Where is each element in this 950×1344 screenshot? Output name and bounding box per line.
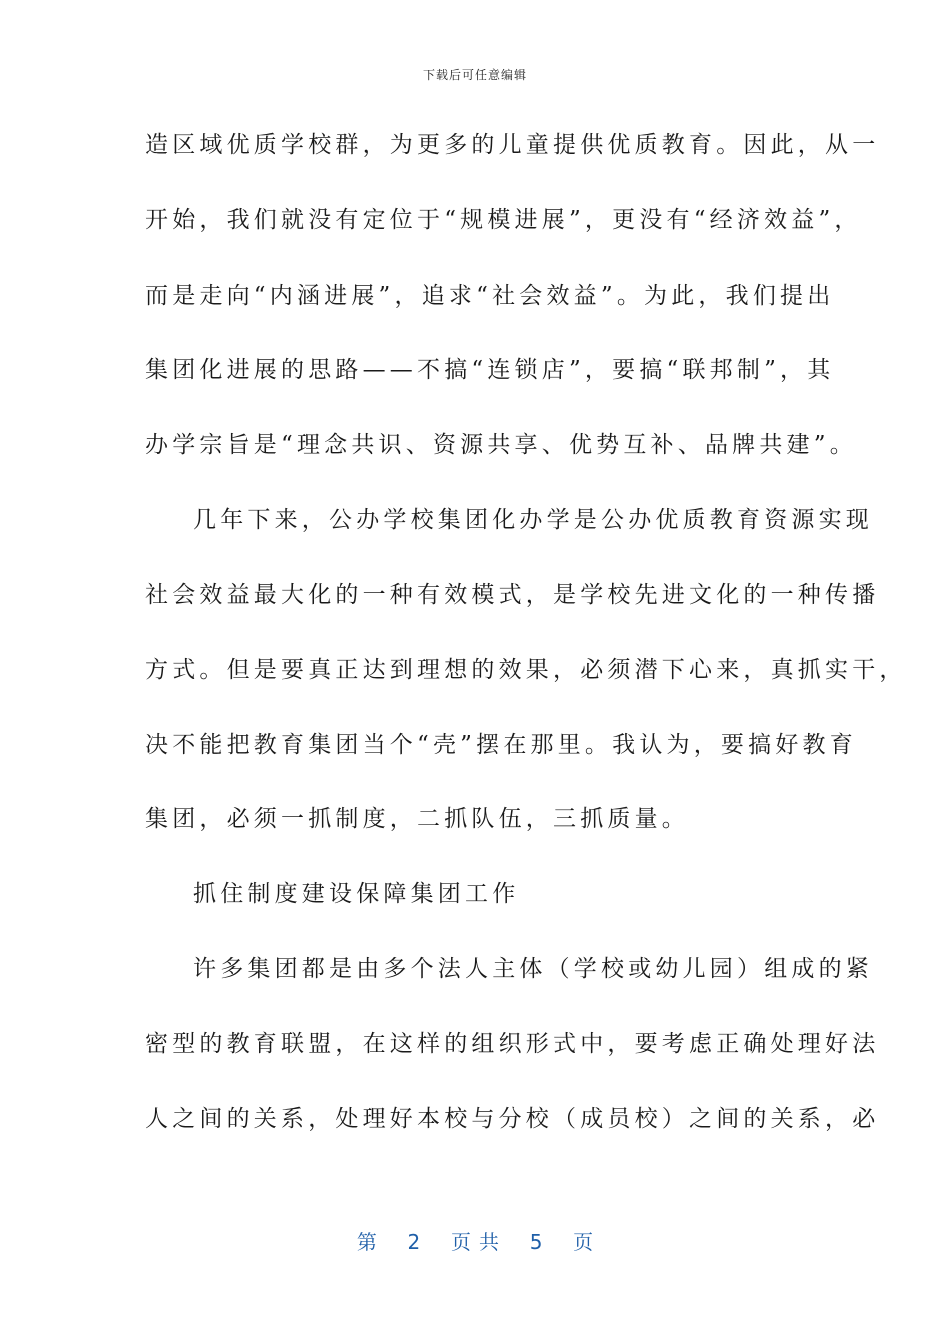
paragraph-first-line: 许多集团都是由多个法人主体（学校或幼儿园）组成的紧 — [193, 956, 873, 982]
body-line: 集团，必须一抓制度，二抓队伍，三抓质量。 — [145, 806, 689, 832]
body-line: 而是走向“内涵进展”，追求“社会效益”。为此，我们提出 — [145, 283, 835, 309]
total-pages: 5 — [529, 1230, 543, 1254]
page-number: 2 — [407, 1230, 421, 1254]
page-footer — [0, 1226, 950, 1255]
body-line: 方式。但是要真正达到理想的效果，必须潜下心来，真抓实干， — [145, 657, 907, 683]
page-label-prefix: 第 — [356, 1230, 377, 1254]
body-line: 密型的教育联盟，在这样的组织形式中，要考虑正确处理好法 — [145, 1031, 880, 1057]
page-label-mid: 页共 — [451, 1230, 507, 1254]
body-line: 开始，我们就没有定位于“规模进展”，更没有“经济效益”， — [145, 207, 862, 233]
body-line: 决不能把教育集团当个“壳”摆在那里。我认为，要搞好教育 — [145, 732, 857, 758]
page-header: 下载后可任意编辑 — [422, 68, 527, 82]
body-line: 造区域优质学校群，为更多的儿童提供优质教育。因此，从一 — [145, 132, 880, 158]
section-heading: 抓住制度建设保障集团工作 — [193, 881, 520, 907]
body-line: 办学宗旨是“理念共识、资源共享、优势互补、品牌共建”。 — [145, 432, 857, 458]
body-line: 社会效益最大化的一种有效模式，是学校先进文化的一种传播 — [145, 582, 880, 608]
paragraph-first-line: 几年下来，公办学校集团化办学是公办优质教育资源实现 — [193, 507, 873, 533]
body-line: 集团化进展的思路——不搞“连锁店”，要搞“联邦制”，其 — [145, 357, 835, 383]
page-label-suffix: 页 — [573, 1230, 594, 1254]
body-line: 人之间的关系，处理好本校与分校（成员校）之间的关系，必 — [145, 1106, 880, 1132]
